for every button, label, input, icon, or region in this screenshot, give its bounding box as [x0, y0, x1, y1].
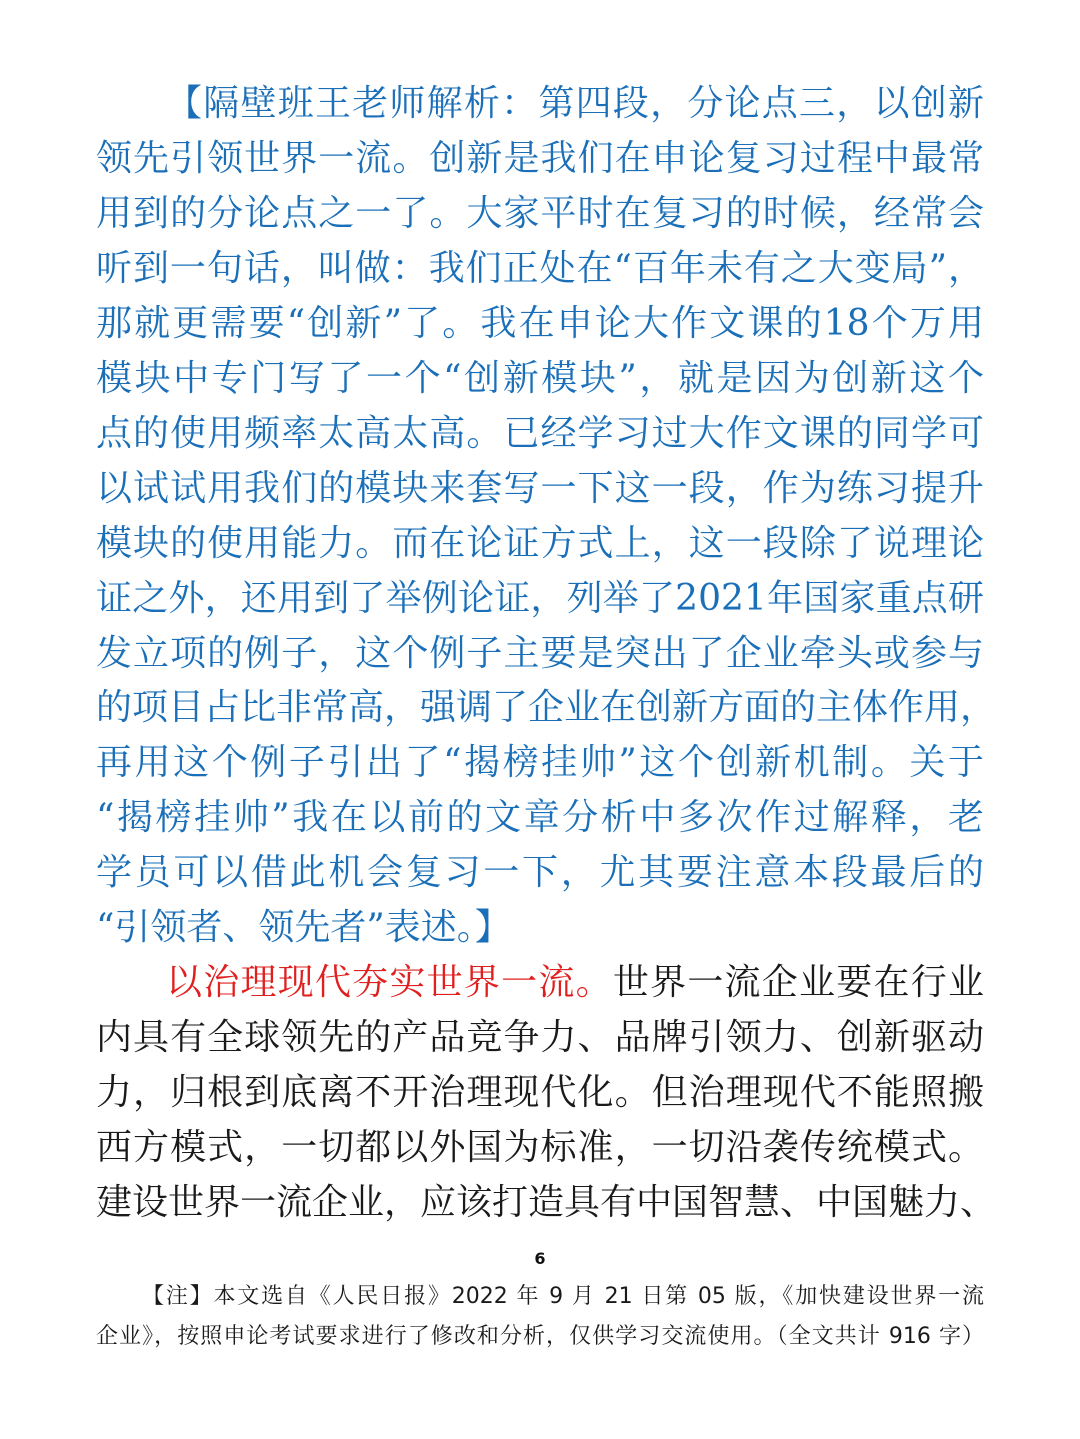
- body-line: 西方模式，一切都以外国为标准，一切沿袭传统模式。: [96, 1127, 984, 1168]
- analysis-line: 发立项的例子，这个例子主要是突出了企业牵头或参与: [96, 633, 984, 674]
- analysis-line: 学员可以借此机会复习一下，尤其要注意本段最后的: [96, 852, 984, 893]
- analysis-line: 【隔壁班王老师解析：第四段，分论点三，以创新: [166, 83, 984, 124]
- body-line: 力，归根到底离不开治理现代化。但治理现代不能照搬: [96, 1072, 984, 1113]
- body-line: 内具有全球领先的产品竞争力、品牌引领力、创新驱动: [96, 1017, 984, 1058]
- body-line: 建设世界一流企业，应该打造具有中国智慧、中国魅力、: [96, 1182, 997, 1223]
- analysis-line: 用到的分论点之一了。大家平时在复习的时候，经常会: [96, 193, 984, 234]
- analysis-line: 的项目占比非常高，强调了企业在创新方面的主体作用，: [96, 687, 997, 728]
- source-note-line-1: 【注】本文选自《人民日报》2022 年 9 月 21 日第 05 版，《加快建设世界一流: [142, 1284, 984, 1309]
- section-heading: 以治理现代夯实世界一流。: [166, 962, 613, 1003]
- analysis-line: 模块中专门写了一个“创新模块”，就是因为创新这个: [96, 358, 984, 399]
- analysis-line: 领先引领世界一流。创新是我们在申论复习过程中最常: [96, 138, 984, 179]
- analysis-line: 证之外，还用到了举例论证，列举了2021年国家重点研: [96, 578, 984, 619]
- analysis-line: 再用这个例子引出了“揭榜挂帅”这个创新机制。关于: [96, 742, 984, 783]
- analysis-line: “引领者、领先者”表述。】: [96, 907, 511, 948]
- body-first-line: [166, 961, 984, 1005]
- page-number: 6: [534, 1249, 546, 1268]
- analysis-line: 听到一句话，叫做：我们正处在“百年未有之大变局”，: [96, 248, 984, 289]
- analysis-line: 点的使用频率太高太高。已经学习过大作文课的同学可: [96, 413, 984, 454]
- analysis-line: “揭榜挂帅”我在以前的文章分析中多次作过解释，老: [96, 797, 984, 838]
- analysis-line: 以试试用我们的模块来套写一下这一段，作为练习提升: [96, 468, 984, 509]
- analysis-line: 那就更需要“创新”了。我在申论大作文课的18个万用: [96, 303, 984, 344]
- source-note-line-2: 企业》，按照申论考试要求进行了修改和分析，仅供学习交流使用。（全文共计 916 字）: [96, 1324, 984, 1349]
- analysis-line: 模块的使用能力。而在论证方式上，这一段除了说理论: [96, 523, 984, 564]
- body-text: 世界一流企业要在行业: [612, 962, 984, 1003]
